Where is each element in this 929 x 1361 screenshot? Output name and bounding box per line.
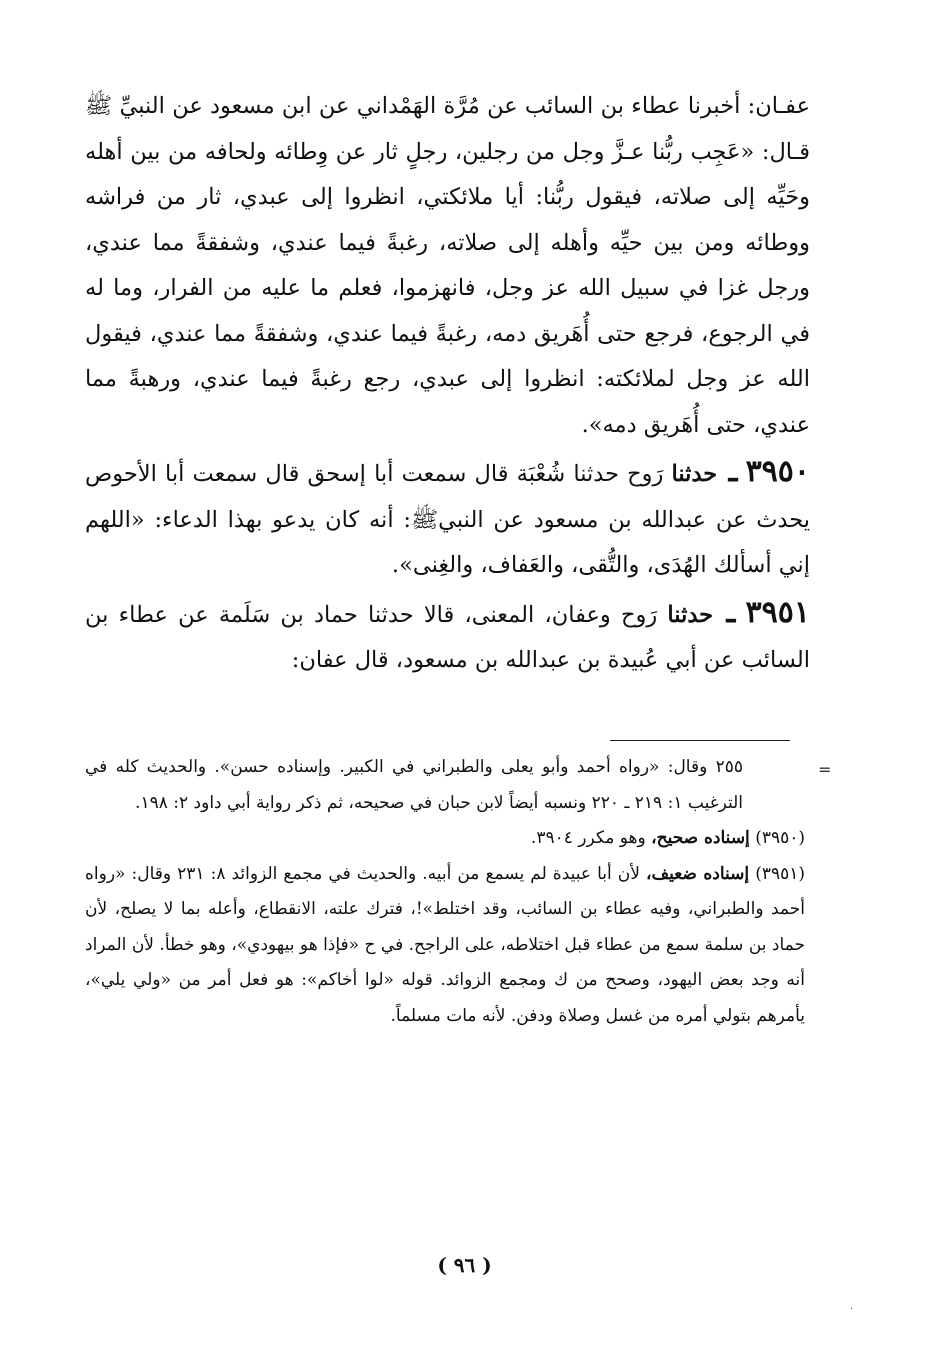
hadith-3950: ٣٩٥٠ ـ حدثنا رَوح حدثنا شُعْبَة قال سمعت أبا إسحق قال سمعت أبا الأحوص يحدث عن عبدالله بن مسعود عن النبيﷺ: أنه كان يدعو بهذا الدعاء: «اللهم إني أسألك الهُدَى، والتُّقى، والعَفاف، والغِنى». [85,454,811,578]
footnote-ref: (٣٩٥١) [755,863,806,884]
footnotes [85,750,805,1034]
hadith-keyword: حدثنا [671,461,718,487]
main-text [85,84,810,684]
footnote-grade: إسناده ضعيف، [645,863,750,884]
hadith-text: رَوح حدثنا شُعْبَة قال سمعت أبا إسحق قال سمعت أبا الأحوص يحدث عن عبدالله بن مسعود عن النبيﷺ: أنه كان يدعو بهذا الدعاء: «اللهم إني أسألك الهُدَى، والتُّقى، والعَفاف، والغِنى». [85,461,810,578]
hadith-3951: ٣٩٥١ ـ حدثنا رَوح وعفان، المعنى، قالا حدثنا حماد بن سَلَمة عن عطاء بن السائب عن أبي عُبيدة بن عبدالله بن مسعود، قال عفان: [85,594,810,673]
hadith-keyword: حدثنا [667,601,714,628]
footnote-text: وهو مكرر ٣٩٠٤. [530,828,646,848]
footnote-grade: إسناده صحيح، [651,828,750,848]
footnote-text: لأن أبا عبيدة لم يسمع من أبيه. والحديث في مجمع الزوائد ٨: ٢٣١ وقال: «رواه أحمد والطبراني، وفيه عطاء بن السائب، وقد اختلط»!، فترك علته، الانقطاع، وأعله بما لا يصلح، لأن حماد بن سلمة سمع من عطاء قبل اختلاطه، على الراجح. في ح «فإذا هو بيهودي»، وهو خطأ. لأن المراد أنه وجد بعض اليهود، وصحح من ك ومجمع الزوائد. قوله «لوا أخاكم»: هو فعل أمر من «ولي يلي»، يأمرهم بتولي أمره من غسل وصلاة ودفن. لأنه مات مسلماً. [85,863,805,1026]
scan-speck: · [850,1304,854,1315]
hadith-text: رَوح وعفان، المعنى، قالا حدثنا حماد بن سَلَمة عن عطاء بن السائب عن أبي عُبيدة بن عبدالله بن مسعود، قال عفان: [85,601,810,673]
footnote-ref: (٣٩٥٠) [755,828,805,848]
hadith-number: ٣٩٥١ [745,594,810,630]
page-number: ( ٩٦ ) [437,1253,492,1277]
hadith-continuation: عفـان: أخبرنا عطاء بن السائب عن مُرَّة الهَمْداني عن ابن مسعود عن النبيِّ ﷺ قـال: «عَجِب ربُّنا عـزَّ وجل من رجلين، رجلٍ ثار عن وِطائه ولحافه من بين أهله وحَيِّه إلى صلاته، فيقول ربُّنا: أيا ملائكتي، انظروا إلى عبدي، ثار من فراشه ووطائه ومن بين حيِّه وأهله إلى صلاته، رغبةً فيما عندي، وشفقةً مما عندي، ورجل غزا في سبيل الله عز وجل، فانهزموا، فعلم ما عليه من الفرار، وما له في الرجوع، فرجع حتى أُهَريق دمه، رغبةً فيما عندي، وشفقةً مما عندي، فيقول الله عز وجل لملائكته: انظروا إلى عبدي، رجع رغبةً فيما عندي، ورهبةً مما عندي، حتى أُهَريق دمه». [85,93,810,438]
footnote-3951 [85,857,805,1035]
footnote-continued: ٢٥٥ وقال: «رواه أحمد وأبو يعلى والطبراني في الكبير. وإسناده حسن». والحديث كله في الترغيب ١: ٢١٩ ـ ٢٢٠ ونسبه أيضاً لابن حبان في صحيحه، ثم ذكر رواية أبي داود ٢: ١٩٨. [85,757,743,813]
hadith-number: ٣٩٥٠ [745,454,811,489]
footnote-divider [610,740,790,741]
footnote-3950 [85,821,805,857]
continuation-mark: = [818,760,832,779]
